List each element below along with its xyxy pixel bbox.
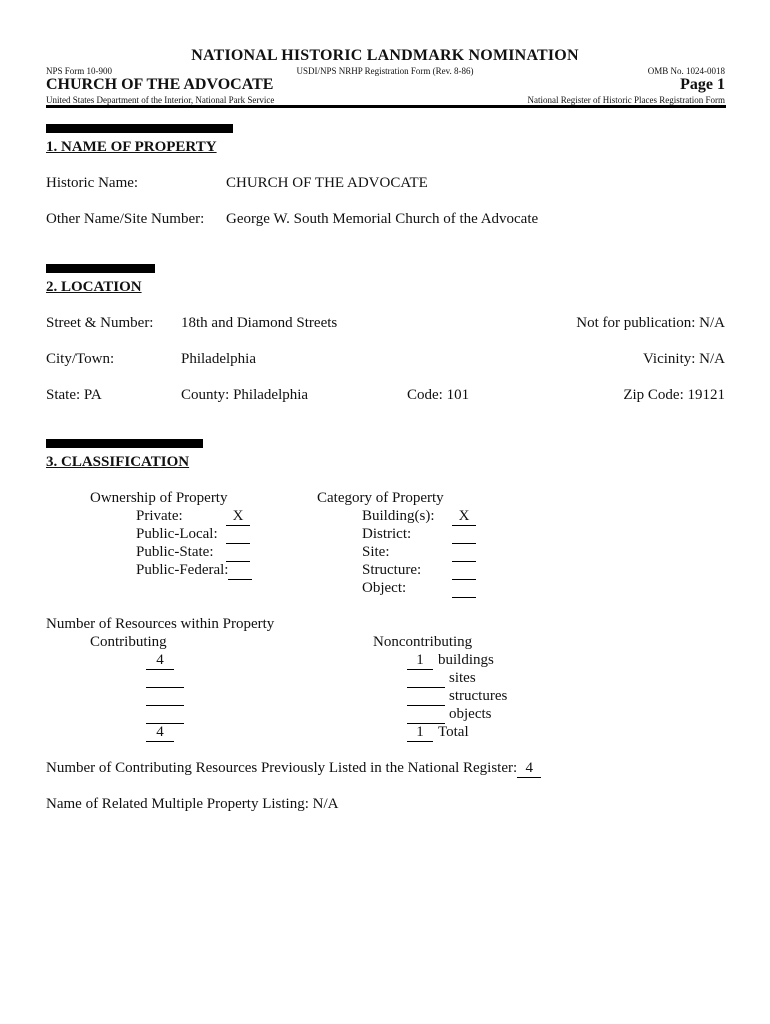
contributing-total: 4 [146,724,174,742]
ownership-public-federal-label: Public-Federal: [136,562,229,578]
previously-listed-value: 4 [517,760,541,778]
category-heading: Category of Property [317,490,444,506]
category-district-label: District: [362,526,412,542]
category-object-mark [452,580,476,598]
noncontributing-sites [407,670,445,688]
noncontributing-heading: Noncontributing [373,634,473,650]
section2-bar [46,264,155,273]
resource-type-total: Total [438,724,469,740]
category-district-mark [452,526,476,544]
category-structure-mark [452,562,476,580]
historic-name-value: CHURCH OF THE ADVOCATE [226,175,428,191]
county: County: Philadelphia [181,387,309,403]
form-main-title: NATIONAL HISTORIC LANDMARK NOMINATION [191,47,579,64]
contributing-buildings: 4 [146,652,174,670]
street-value: 18th and Diamond Streets [181,315,338,331]
city-value: Philadelphia [181,351,256,367]
ownership-heading: Ownership of Property [90,490,228,506]
section2-heading: 2. LOCATION [46,279,142,295]
page-number: Page 1 [680,76,725,93]
not-for-publication: Not for publication: N/A [576,315,725,331]
ownership-public-local-mark [226,526,250,544]
other-name-label: Other Name/Site Number: [46,211,205,227]
resources-heading: Number of Resources within Property [46,616,275,632]
previously-listed-label: Number of Contributing Resources Previously Listed in the National Register: [46,760,518,776]
category-site-label: Site: [362,544,390,560]
related-multiple-property-listing: Name of Related Multiple Property Listing: N/A [46,796,339,812]
street-label: Street & Number: [46,315,154,331]
omb-number: OMB No. 1024-0018 [647,66,725,76]
noncontributing-objects [407,706,445,724]
historic-name-label: Historic Name: [46,175,139,191]
section3-bar [46,439,203,448]
form-number: NPS Form 10-900 [46,66,113,76]
ownership-public-state-mark [226,544,250,562]
contributing-structures [146,688,184,706]
ownership-public-federal-mark [228,562,252,580]
section1-heading: 1. NAME OF PROPERTY [46,139,217,155]
category-object-label: Object: [362,580,407,596]
noncontributing-total: 1 [407,724,433,742]
property-title: CHURCH OF THE ADVOCATE [46,76,274,93]
contributing-objects [146,706,184,724]
ownership-private-label: Private: [136,508,183,524]
noncontributing-buildings: 1 [407,652,433,670]
resource-type-buildings: buildings [438,652,494,668]
vicinity: Vicinity: N/A [642,351,725,367]
resource-type-objects: objects [449,706,492,722]
state: State: PA [46,387,102,403]
category-site-mark [452,544,476,562]
ownership-public-state-label: Public-State: [136,544,214,560]
department-line: United States Department of the Interior, National Park Service [46,95,275,105]
contributing-heading: Contributing [90,634,167,650]
contributing-sites [146,670,184,688]
register-line: National Register of Historic Places Registration Form [527,95,725,105]
section3-heading: 3. CLASSIFICATION [46,454,190,470]
other-name-value: George W. South Memorial Church of the Advocate [226,211,539,227]
zip-code: Zip Code: 19121 [623,387,725,403]
ownership-private-mark: X [226,508,250,526]
header-divider [46,105,726,108]
resource-type-sites: sites [449,670,476,686]
section1-bar [46,124,233,133]
category-building-label: Building(s): [362,508,435,524]
ownership-public-local-label: Public-Local: [136,526,218,542]
city-label: City/Town: [46,351,115,367]
code: Code: 101 [407,387,470,403]
registration-form-rev: USDI/NPS NRHP Registration Form (Rev. 8-86) [296,66,474,76]
noncontributing-structures [407,688,445,706]
category-building-mark: X [452,508,476,526]
resource-type-structures: structures [449,688,508,704]
category-structure-label: Structure: [362,562,422,578]
